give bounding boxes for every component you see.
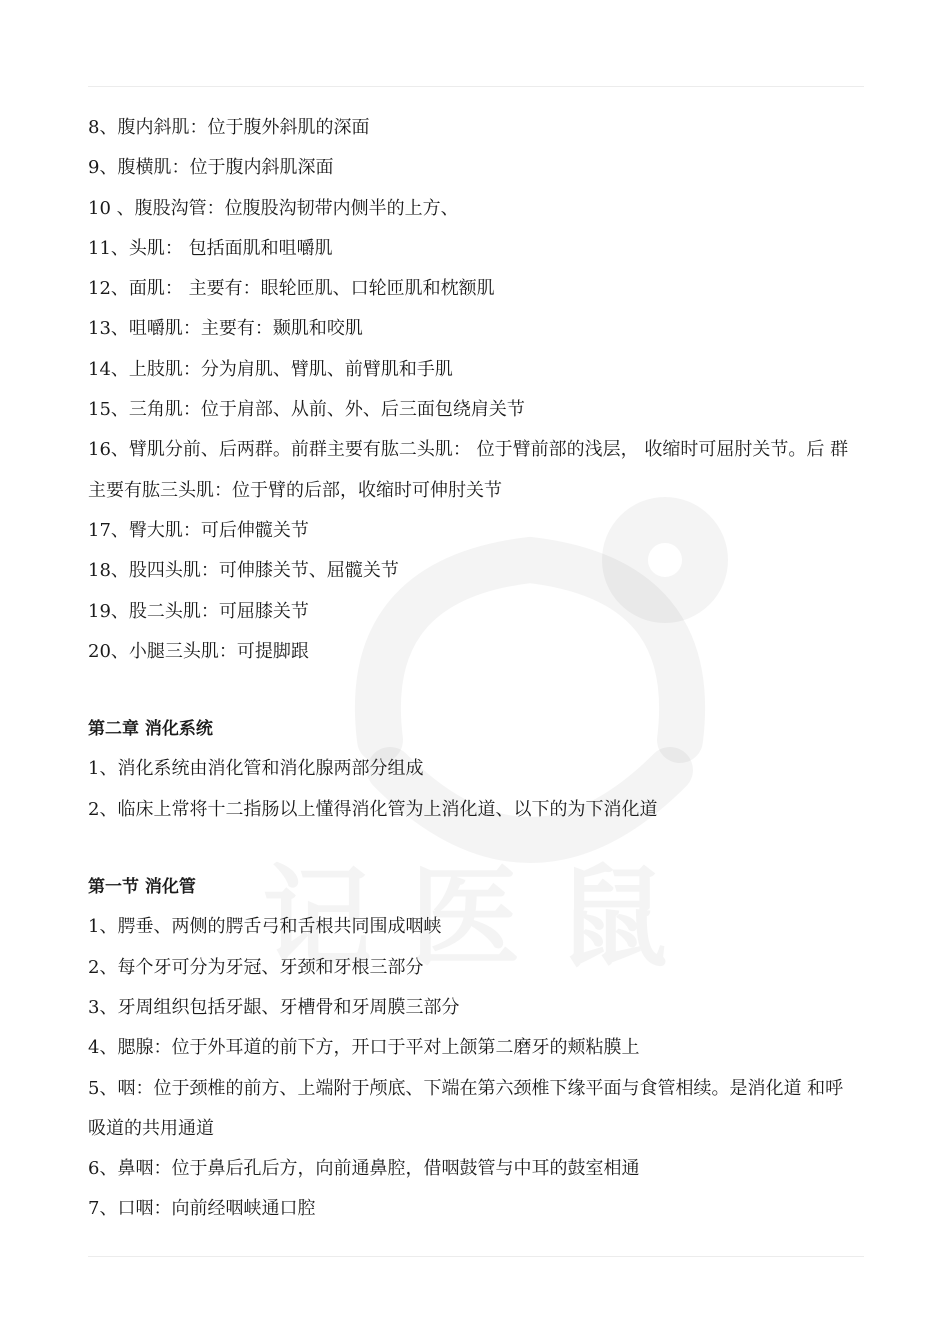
list-item: 5、咽：位于颈椎的前方、上端附于颅底、下端在第六颈椎下缘平面与食管相续。是消化道 和呼吸道的共用通道 bbox=[88, 1077, 844, 1139]
list-item: 14、上肢肌：分为肩肌、臂肌、前臂肌和手肌 bbox=[88, 358, 453, 380]
list-item: 10 、腹股沟管：位腹股沟韧带内侧半的上方、 bbox=[88, 197, 459, 219]
top-divider bbox=[88, 86, 864, 87]
chapter-heading: 第二章 消化系统 bbox=[88, 719, 213, 740]
list-item: 2、临床上常将十二指肠以上懂得消化管为上消化道、以下的为下消化道 bbox=[88, 798, 658, 820]
list-item: 3、牙周组织包括牙龈、牙槽骨和牙周膜三部分 bbox=[88, 996, 460, 1018]
chapter-list bbox=[88, 749, 858, 830]
section-list bbox=[88, 907, 858, 1229]
list-item: 6、鼻咽：位于鼻后孔后方，向前通鼻腔，借咽鼓管与中耳的鼓室相通 bbox=[88, 1158, 640, 1180]
list-item: 1、腭垂、两侧的腭舌弓和舌根共同围成咽峡 bbox=[88, 916, 442, 938]
list-item: 15、三角肌：位于肩部、从前、外、后三面包绕肩关节 bbox=[88, 399, 525, 421]
list-item: 20、小腿三头肌：可提脚跟 bbox=[88, 640, 309, 662]
document-body bbox=[88, 108, 858, 1230]
list-item: 4、腮腺：位于外耳道的前下方，开口于平对上颌第二磨牙的颊粘膜上 bbox=[88, 1037, 640, 1059]
list-item: 19、股二头肌：可屈膝关节 bbox=[88, 600, 309, 622]
list-item: 9、腹横肌：位于腹内斜肌深面 bbox=[88, 157, 334, 179]
muscle-list bbox=[88, 108, 858, 672]
list-item: 13、咀嚼肌：主要有：颞肌和咬肌 bbox=[88, 318, 363, 340]
list-item: 1、消化系统由消化管和消化腺两部分组成 bbox=[88, 758, 424, 780]
list-item: 8、腹内斜肌：位于腹外斜肌的深面 bbox=[88, 117, 370, 138]
list-item: 7、口咽：向前经咽峡通口腔 bbox=[88, 1198, 316, 1220]
list-item: 2、每个牙可分为牙冠、牙颈和牙根三部分 bbox=[88, 956, 424, 978]
section-heading: 第一节 消化管 bbox=[88, 877, 196, 898]
list-item: 18、股四头肌：可伸膝关节、屈髋关节 bbox=[88, 560, 399, 582]
list-item: 17、臀大肌：可后伸髋关节 bbox=[88, 519, 309, 541]
bottom-divider bbox=[88, 1256, 864, 1257]
list-item: 16、臂肌分前、后两群。前群主要有肱二头肌： 位于臂前部的浅层， 收缩时可屈肘关节。后 群主要有肱三头肌：位于臂的后部，收缩时可伸肘关节 bbox=[88, 439, 849, 501]
list-item: 12、面肌： 主要有：眼轮匝肌、口轮匝肌和枕额肌 bbox=[88, 278, 495, 300]
list-item: 11、头肌： 包括面肌和咀嚼肌 bbox=[88, 237, 333, 259]
